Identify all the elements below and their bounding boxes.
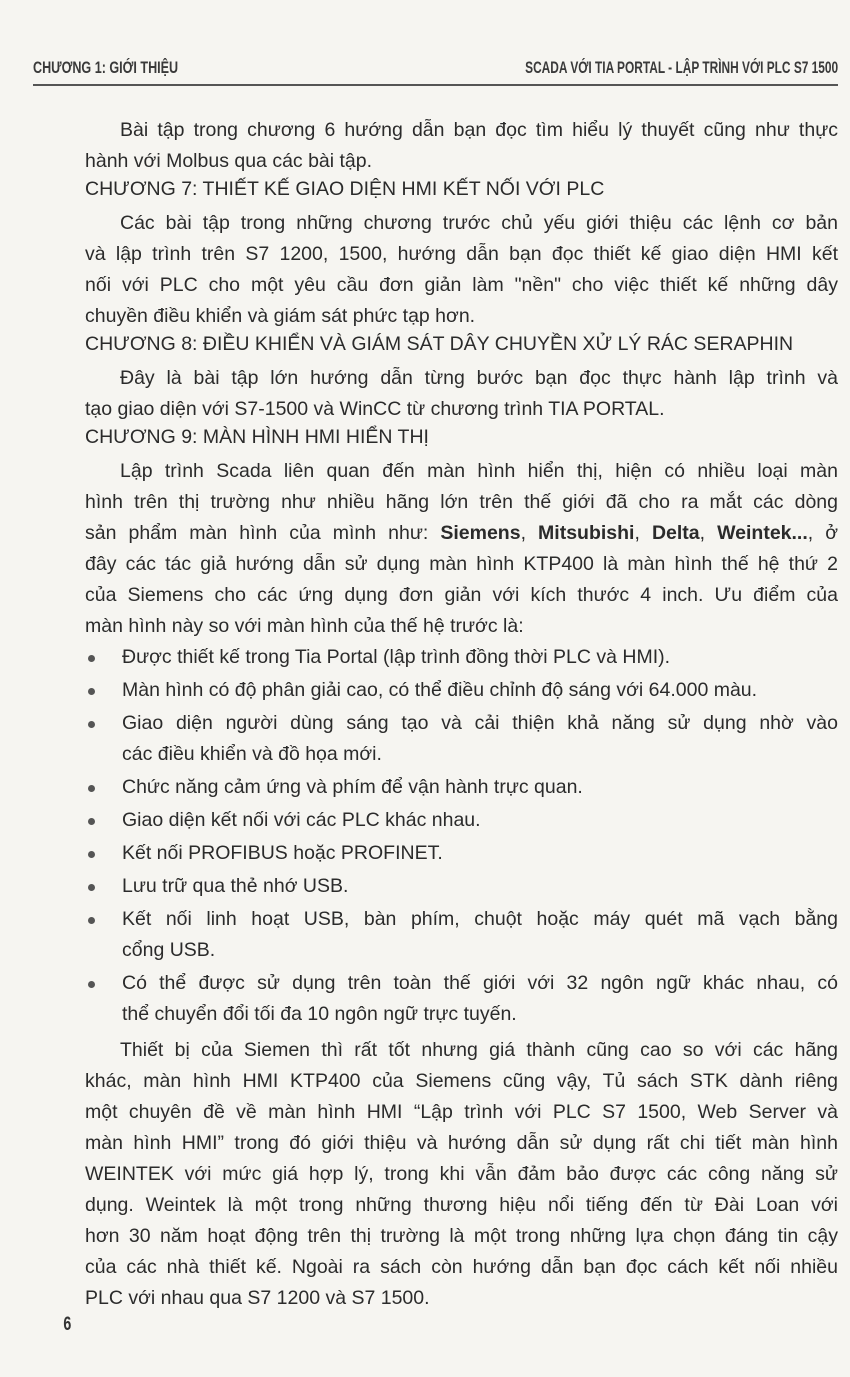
text-line: chuyền điều khiển và giám sát phức tạp hơn. <box>85 305 476 327</box>
header-rule <box>33 84 838 86</box>
text-line: màn hình này so với màn hình của thế hệ trước là: <box>85 615 524 637</box>
text-segment: , <box>699 522 718 544</box>
text-line: khác, màn hình HMI KTP400 của Siemens cũng vậy, Tủ sách STK dành riêng <box>85 1070 838 1092</box>
text-line: và lập trình trên S7 1200, 1500, hướng dẫn bạn đọc thiết kế giao diện HMI kết <box>85 243 838 265</box>
text-line: Được thiết kế trong Tia Portal (lập trình đồng thời PLC và HMI). <box>122 646 671 668</box>
bullet-dot-icon <box>88 851 95 858</box>
text-line: Có thể được sử dụng trên toàn thế giới với 32 ngôn ngữ khác nhau, có <box>122 972 838 994</box>
text-line: Đây là bài tập lớn hướng dẫn từng bước bạn đọc thực hành lập trình và <box>120 367 838 389</box>
bullet-item <box>85 871 838 902</box>
text-line: hành với Molbus qua các bài tập. <box>85 150 373 172</box>
running-header-chapter: CHƯƠNG 1: GIỚI THIỆU <box>33 58 179 77</box>
text-line: đây các tác giả hướng dẫn sử dụng màn hình KTP400 là màn hình thế hệ thứ 2 <box>85 553 838 575</box>
text-segment: , ở <box>807 522 839 544</box>
bullet-item <box>85 838 838 869</box>
text-line: Màn hình có độ phân giải cao, có thể điều chỉnh độ sáng với 64.000 màu. <box>122 679 758 701</box>
text-line: của Siemens cho các ứng dụng đơn giản với kích thước 4 inch. Ưu điểm của <box>85 584 838 606</box>
chapter-heading: CHƯƠNG 7: THIẾT KẾ GIAO DIỆN HMI KẾT NỐI VỚI PLC <box>85 178 605 200</box>
page-body <box>85 115 838 1314</box>
text-line: Bài tập trong chương 6 hướng dẫn bạn đọc tìm hiểu lý thuyết cũng như thực <box>120 119 838 141</box>
brand-name: Delta <box>651 522 700 544</box>
text-line: của các nhà thiết kế. Ngoài ra sách còn hướng dẫn bạn đọc cách kết nối nhiều <box>85 1256 838 1278</box>
text-line: Chức năng cảm ứng và phím để vận hành trực quan. <box>122 776 583 798</box>
bullet-dot-icon <box>88 785 95 792</box>
text-line: Thiết bị của Siemen thì rất tốt nhưng giá thành cũng cao so với các hãng <box>120 1039 838 1061</box>
bullet-item <box>85 968 838 1030</box>
paragraph <box>85 456 838 642</box>
text-line: màn hình HMI” trong đó giới thiệu và hướng dẫn sử dụng rất chi tiết màn hình <box>85 1132 838 1154</box>
text-segment: , <box>634 522 652 544</box>
text-line: nối với PLC cho một yêu cầu đơn giản làm "nền" cho việc thiết kế những dây <box>85 274 838 296</box>
text-line: các điều khiển và đồ họa mới. <box>122 743 382 765</box>
paragraph <box>85 208 838 332</box>
text-line: hình trên thị trường như nhiều hãng lớn trên thế giới đã cho ra mắt các dòng <box>85 491 838 513</box>
text-line: cổng USB. <box>122 939 216 961</box>
bullet-dot-icon <box>88 818 95 825</box>
bullet-dot-icon <box>88 981 95 988</box>
text-line: thể chuyển đổi tối đa 10 ngôn ngữ trực tuyến. <box>122 1003 517 1025</box>
paragraph <box>85 363 838 425</box>
bullet-item <box>85 642 838 673</box>
text-segment: , <box>520 522 539 544</box>
text-line: Giao diện người dùng sáng tạo và cải thiện khả năng sử dụng nhờ vào <box>122 712 838 734</box>
bullet-dot-icon <box>88 884 95 891</box>
text-line: hơn 30 năm hoạt động trên thị trường là một trong những lựa chọn đáng tin cậy <box>85 1225 838 1247</box>
running-header-book-title: SCADA VỚI TIA PORTAL - LẬP TRÌNH VỚI PLC S7 1500 <box>524 58 838 77</box>
text-line: Lưu trữ qua thẻ nhớ USB. <box>122 875 349 897</box>
text-line: PLC với nhau qua S7 1200 và S7 1500. <box>85 1287 430 1309</box>
text-line: dụng. Weintek là một trong những thương hiệu nổi tiếng đến từ Đài Loan với <box>85 1194 838 1216</box>
bullet-dot-icon <box>88 721 95 728</box>
paragraph <box>85 115 838 177</box>
text-line: một chuyên đề về màn hình HMI “Lập trình với PLC S7 1500, Web Server và <box>85 1101 838 1123</box>
bullet-item <box>85 675 838 706</box>
chapter-heading: CHƯƠNG 9: MÀN HÌNH HMI HIỂN THỊ <box>85 426 429 448</box>
text-line: Các bài tập trong những chương trước chủ yếu giới thiệu các lệnh cơ bản <box>120 212 838 234</box>
bullet-item <box>85 805 838 836</box>
bullet-dot-icon <box>88 688 95 695</box>
page-number: 6 <box>63 1314 72 1335</box>
brand-name: Weintek... <box>717 522 808 544</box>
paragraph <box>85 1035 838 1314</box>
text-line: Kết nối PROFIBUS hoặc PROFINET. <box>122 842 443 864</box>
bullet-item <box>85 772 838 803</box>
bullet-dot-icon <box>88 655 95 662</box>
chapter-heading: CHƯƠNG 8: ĐIỀU KHIỂN VÀ GIÁM SÁT DÂY CHUYỀN XỬ LÝ RÁC SERAPHIN <box>85 333 794 355</box>
text-line: Giao diện kết nối với các PLC khác nhau. <box>122 809 481 831</box>
text-line: tạo giao diện với S7-1500 và WinCC từ chương trình TIA PORTAL. <box>85 398 665 420</box>
bullet-item <box>85 708 838 770</box>
text-line: WEINTEK với mức giá hợp lý, trong khi vẫn đảm bảo được các công năng sử <box>85 1163 838 1185</box>
brand-name: Mitsubishi <box>538 522 635 544</box>
text-segment: sản phẩm màn hình của mình như: <box>85 522 441 544</box>
bullet-item <box>85 904 838 966</box>
text-line <box>85 518 838 549</box>
text-line: Kết nối linh hoạt USB, bàn phím, chuột hoặc máy quét mã vạch bằng <box>122 908 838 930</box>
text-line: Lập trình Scada liên quan đến màn hình hiển thị, hiện có nhiều loại màn <box>120 460 838 482</box>
bullet-dot-icon <box>88 917 95 924</box>
brand-name: Siemens <box>440 522 521 544</box>
